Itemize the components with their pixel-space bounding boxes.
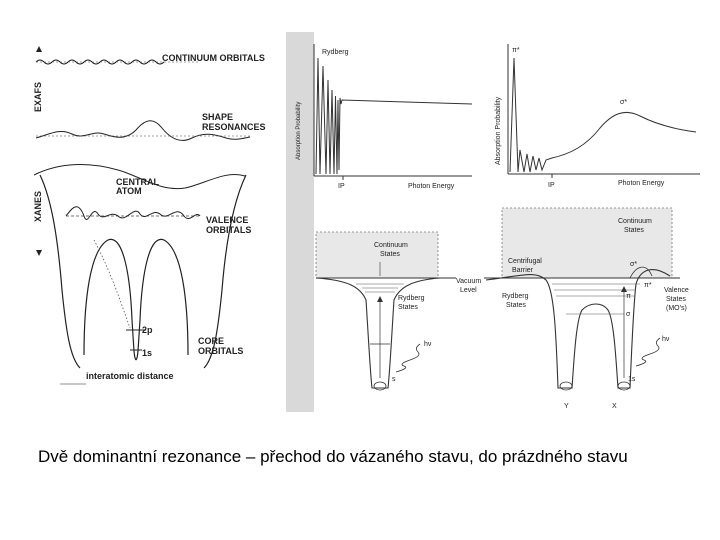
core-label-1: CORE bbox=[198, 336, 225, 346]
shape-label-2: RESONANCES bbox=[202, 122, 266, 132]
tl-xlabel: Photon Energy bbox=[408, 183, 455, 190]
bl-vacuum-2: Level bbox=[460, 287, 477, 294]
caption: Dvě dominantní rezonance – přechod do vázaného stavu, do prázdného stavu bbox=[38, 447, 628, 466]
exafs-label: EXAFS bbox=[33, 81, 43, 112]
bl-s: s bbox=[392, 376, 396, 383]
arrow-up-icon bbox=[36, 46, 42, 52]
br-pi-star: π* bbox=[644, 282, 652, 289]
br-rydberg-2: States bbox=[506, 302, 526, 309]
xanes-label: XANES bbox=[33, 190, 43, 222]
left-panel bbox=[33, 46, 266, 384]
br-1s: 1s bbox=[628, 376, 636, 383]
br-centrifugal-2: Barrier bbox=[512, 267, 534, 274]
well-inner-left bbox=[84, 239, 136, 360]
continuum-label: CONTINUUM ORBITALS bbox=[162, 53, 265, 63]
br-valence-3: (MO's) bbox=[666, 305, 687, 312]
tr-pi-label: π* bbox=[512, 47, 520, 54]
central-label-2: ATOM bbox=[116, 186, 142, 196]
tr-ip-label: IP bbox=[548, 182, 555, 189]
bl-continuum-1: Continuum bbox=[374, 242, 408, 249]
tl-rydberg-label: Rydberg bbox=[322, 49, 349, 56]
transition-dotted bbox=[94, 240, 130, 328]
scan-gutter-shadow bbox=[286, 32, 314, 412]
shape-label-1: SHAPE bbox=[202, 112, 234, 122]
valence-label-1: VALENCE bbox=[206, 215, 249, 225]
core-label-2: ORBITALS bbox=[198, 346, 244, 356]
br-continuum-1: Continuum bbox=[618, 218, 652, 225]
well-outer-left bbox=[40, 175, 80, 368]
central-label-1: CENTRAL bbox=[116, 177, 159, 187]
br-valence-1: Valence bbox=[664, 287, 689, 294]
label-1s: 1s bbox=[142, 348, 153, 358]
tl-ylabel: Absorption Probability bbox=[296, 101, 302, 160]
bl-continuum-2: States bbox=[380, 251, 400, 258]
valence-wave bbox=[66, 207, 200, 220]
br-valence-2: States bbox=[666, 296, 686, 303]
bl-rydberg-1: Rydberg bbox=[398, 295, 425, 302]
interatomic-label: interatomic distance bbox=[86, 371, 174, 381]
tl-ip-label: IP bbox=[338, 183, 345, 190]
br-pi: π bbox=[626, 293, 631, 300]
arrow-down-icon bbox=[36, 250, 42, 256]
br-rydberg-1: Rydberg bbox=[502, 293, 529, 300]
br-y: Y bbox=[564, 403, 569, 410]
bl-continuum-box bbox=[316, 232, 438, 278]
br-sigma-star: σ* bbox=[630, 261, 638, 268]
br-x: X bbox=[612, 403, 617, 410]
valence-label-2: ORBITALS bbox=[206, 225, 252, 235]
tr-sigma-label: σ* bbox=[620, 99, 628, 106]
br-centrifugal-1: Centrifugal bbox=[508, 258, 542, 265]
br-continuum-2: States bbox=[624, 227, 644, 234]
bl-rydberg-2: States bbox=[398, 304, 418, 311]
label-2p: 2p bbox=[142, 325, 153, 335]
tr-xlabel: Photon Energy bbox=[618, 180, 665, 187]
br-sigma: σ bbox=[626, 311, 631, 318]
bl-vacuum-1: Vacuum bbox=[456, 278, 482, 285]
br-hv: hν bbox=[662, 336, 670, 343]
well-inner-right bbox=[136, 239, 188, 360]
tr-ylabel: Absorption Probability bbox=[495, 96, 502, 165]
bl-hv: hν bbox=[424, 341, 432, 348]
